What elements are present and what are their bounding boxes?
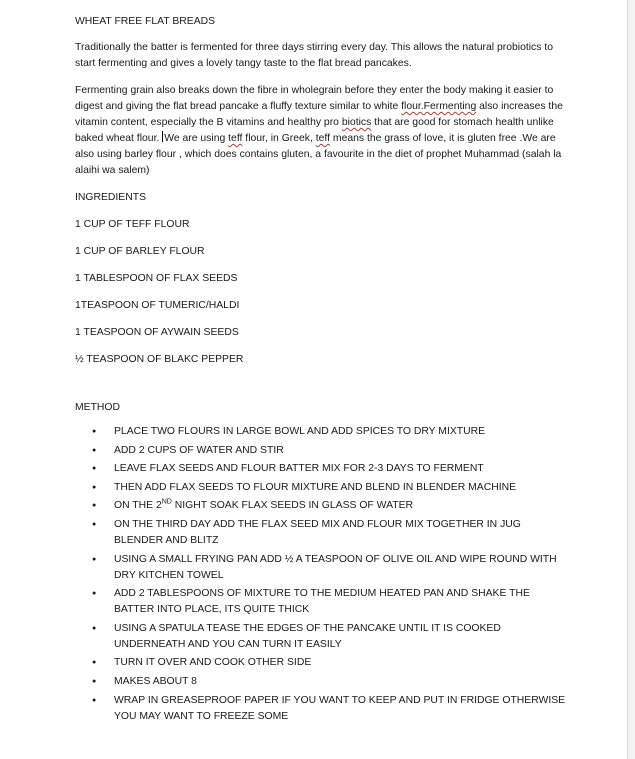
fermenting-paragraph xyxy=(75,83,575,179)
para2-part-f: We are using xyxy=(164,133,229,144)
method-step: ● ADD 2 CUPS OF WATER AND STIR xyxy=(75,443,569,459)
para2-part-a: Fermenting grain also breaks down the fibre in wholegrain before they enter the body making it easier to digest and giving the flat bread pancake a fluffy texture similar to white xyxy=(75,85,554,112)
method-list xyxy=(75,424,575,725)
method-step: ● USING A SMALL FRYING PAN ADD ½ A TEASPOON OF OLIVE OIL AND WIPE ROUND WITH DRY KITCHEN TOWEL xyxy=(75,552,569,584)
step-text-pre: ON THE 2 xyxy=(114,500,162,512)
method-step: ● ON THE THIRD DAY ADD THE FLAX SEED MIX AND FLOUR MIX TOGETHER IN JUG BLENDER AND BLITZ xyxy=(75,517,569,549)
ingredient-item: 1 CUP OF TEFF FLOUR xyxy=(75,219,190,230)
method-step: ● TURN IT OVER AND COOK OTHER SIDE xyxy=(75,655,569,671)
spelling-flag-teff-1: teff xyxy=(228,133,243,144)
method-heading: METHOD xyxy=(75,402,121,413)
page-right-margin xyxy=(627,0,635,759)
method-step: ● WRAP IN GREASEPROOF PAPER IF YOU WANT TO KEEP AND PUT IN FRIDGE OTHERWISE YOU MAY WANT TO FREEZE SOME xyxy=(75,693,569,725)
para2-part-c: also increases the vitamin content, especially the B vitamins and healthy pro xyxy=(75,101,563,128)
para2-part-j: means the grass of love, it is gluten free .We are also using barley flour , which does contains gluten, a favourite in the diet of prophet Muhammad (salah la alaihi wa salem) xyxy=(75,133,562,176)
ingredient-item: 1 CUP OF BARLEY FLOUR xyxy=(75,246,205,257)
ingredients-heading: INGREDIENTS xyxy=(75,192,147,203)
intro-paragraph: Traditionally the batter is fermented for three days stirring every day. This allows the natural probiotics to start fermenting and gives a lovely tangy taste to the flat bread pancakes. xyxy=(75,42,553,69)
recipe-title: WHEAT FREE FLAT BREADS xyxy=(75,16,216,27)
spelling-flag-teff-2: teff xyxy=(315,133,331,144)
method-step: ● PLACE TWO FLOURS IN LARGE BOWL AND ADD SPICES TO DRY MIXTURE xyxy=(75,424,569,440)
method-step: ● USING A SPATULA TEASE THE EDGES OF THE PANCAKE UNTIL IT IS COOKED UNDERNEATH AND YOU CAN TURN IT EASILY xyxy=(75,621,569,653)
method-step: ● THEN ADD FLAX SEEDS TO FLOUR MIXTURE AND BLEND IN BLENDER MACHINE xyxy=(75,480,569,496)
step-ordinal-superscript: ND xyxy=(161,498,172,506)
method-step: ● LEAVE FLAX SEEDS AND FLOUR BATTER MIX FOR 2-3 DAYS TO FERMENT xyxy=(75,461,569,477)
ingredient-item: ½ TEASPOON OF BLAKC PEPPER xyxy=(75,354,244,365)
document-body[interactable] xyxy=(75,14,575,727)
step-text-post: NIGHT SOAK FLAX SEEDS IN GLASS OF WATER xyxy=(171,500,414,512)
ingredient-item: 1 TEASPOON OF AYWAIN SEEDS xyxy=(75,327,239,338)
method-step: ● MAKES ABOUT 8 xyxy=(75,674,569,690)
ingredient-item: 1TEASPOON OF TUMERIC/HALDI xyxy=(75,300,240,311)
para2-part-e: that are good for stomach health unlike baked wheat flour. xyxy=(75,117,554,144)
spelling-flag-biotics: biotics xyxy=(341,117,372,128)
para2-part-h: flour, in Greek, xyxy=(242,133,316,144)
method-step xyxy=(75,498,569,514)
method-step: ● ADD 2 TABLESPOONS OF MIXTURE TO THE MEDIUM HEATED PAN AND SHAKE THE BATTER INTO PLACE, ITS QUITE THICK xyxy=(75,586,569,618)
spelling-flag-flour-fermenting: flour.Fermenting xyxy=(401,101,477,112)
ingredient-item: 1 TABLESPOON OF FLAX SEEDS xyxy=(75,273,238,284)
